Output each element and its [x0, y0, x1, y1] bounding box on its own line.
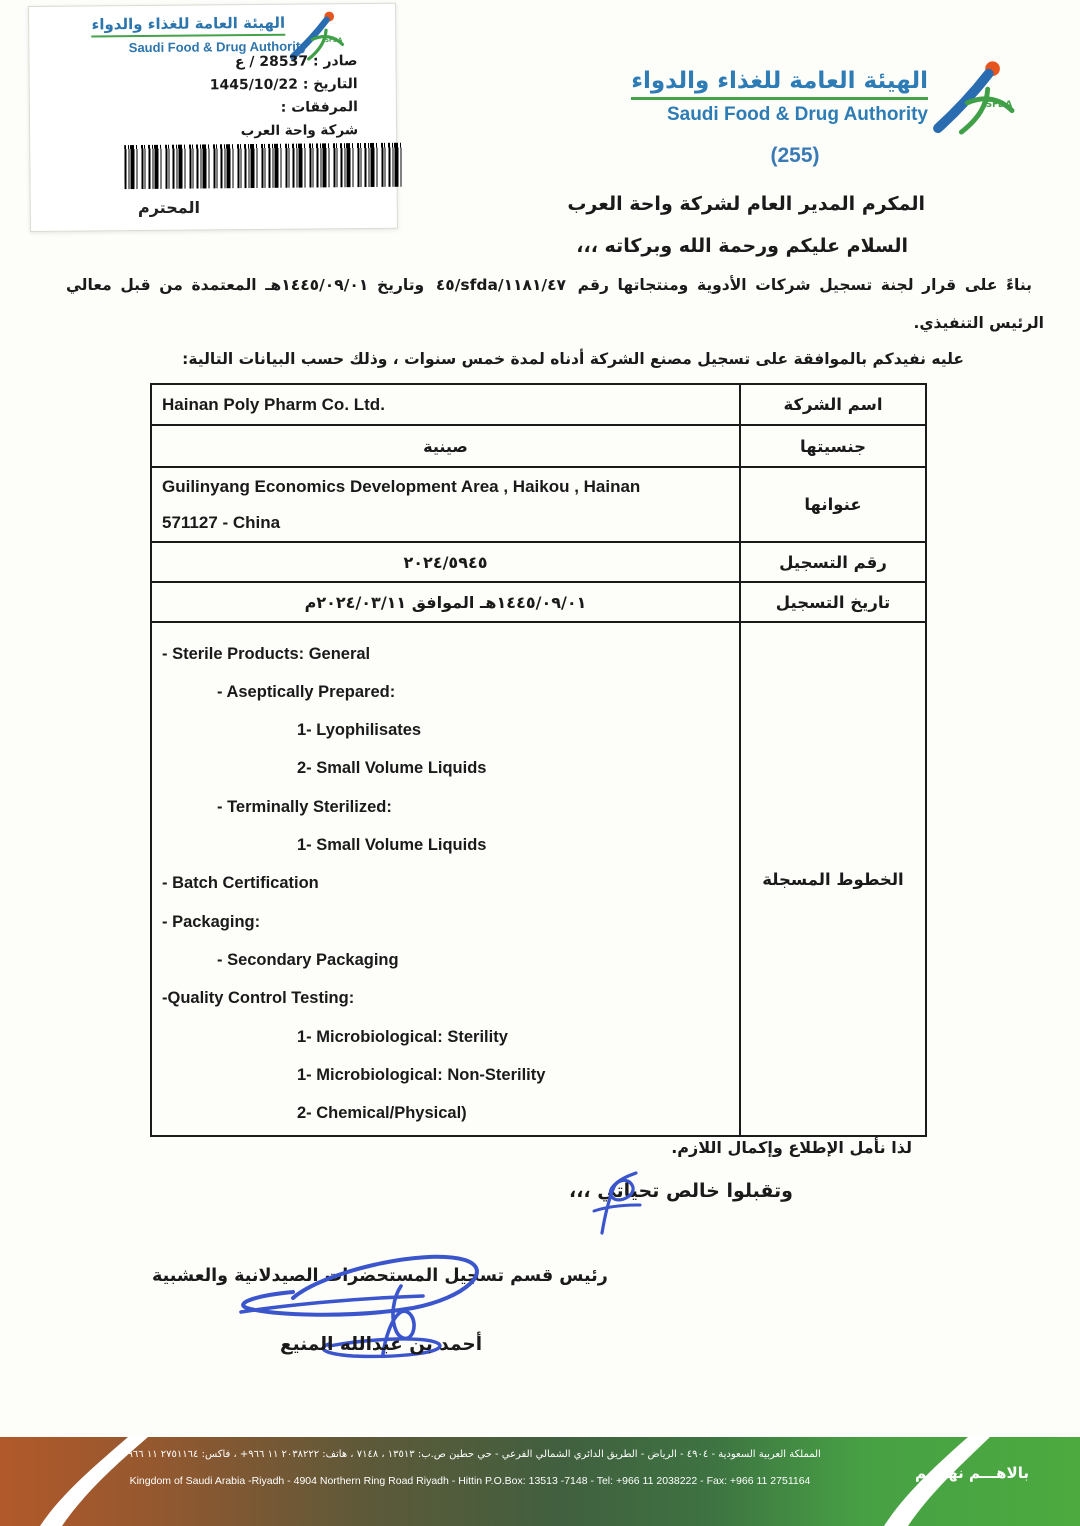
greeting-line: السلام عليكم ورحمة الله وبركاته ،،،: [576, 235, 908, 257]
row-label: رقم التسجيل: [740, 542, 926, 582]
table-row: [151, 622, 926, 1136]
company-name-value: Hainan Poly Pharm Co. Ltd.: [151, 384, 740, 425]
registration-number-value: ٢٠٢٤/٥٩٤٥: [151, 542, 740, 582]
registration-date-value: ١٤٤٥/٠٩/٠١هـ الموافق ٢٠٢٤/٠٣/١١م: [151, 582, 740, 622]
row-label: جنسيتها: [740, 425, 926, 467]
footer-band: [0, 1437, 1080, 1526]
body-paragraph: [66, 266, 1044, 342]
table-row: [151, 582, 926, 622]
stamp-logo-english: Saudi Food & Drug Authority: [128, 38, 308, 56]
row-label: تاريخ التسجيل: [740, 582, 926, 622]
registered-lines-value: [151, 622, 740, 1136]
address-line-1: Guilinyang Economics Development Area , Haikou , Hainan: [162, 476, 641, 496]
footer-address-arabic: المملكة العربية السعودية - ٤٩٠٤ - الرياض - الطريق الدائري الشمالي الفرعي - حي حطين ص.ب: ١٣٥١٣ ، ٧١٤٨ ، هاتف: ٢٠٣٨٢٢٢ ١١ ٩٦٦+ ، فاكس: ٢٧٥١١٦٤ ١١ ٩٦٦+: [119, 1449, 821, 1460]
received-stamp: [28, 3, 398, 232]
registered-line: 1- Small Volume Liquids: [297, 836, 487, 855]
registered-line: 1- Lyophilisates: [297, 721, 422, 740]
stamp-logo-arabic: الهيئة العامة للغذاء والدواء: [92, 14, 286, 38]
body-intro: بناءً على قرار لجنة تسجيل شركات الأدوية ومنتجاتها رقم: [569, 276, 1033, 294]
registered-line: - Batch Certification: [162, 874, 319, 893]
stamp-date: التاريخ : 1445/10/22: [209, 76, 358, 94]
svg-text:SFDA: SFDA: [985, 99, 1013, 110]
barcode: [124, 143, 402, 189]
row-label: اسم الشركة: [740, 384, 926, 425]
closing-regards-line: وتقبلوا خالص تحياتي ،،،: [568, 1180, 793, 1202]
document-number: (255): [770, 144, 820, 167]
registered-line: - Secondary Packaging: [217, 950, 399, 969]
registered-line: - Packaging:: [162, 912, 261, 931]
address-value: [151, 467, 740, 542]
nationality-value: صينية: [151, 425, 740, 467]
stamp-issued-number: صادر : 28537 / ع: [234, 53, 358, 71]
registered-line: 1- Microbiological: Non-Sterility: [297, 1065, 546, 1084]
registered-line: 2- Small Volume Liquids: [297, 759, 487, 778]
pen-initial-mark: [588, 1165, 650, 1237]
header-logo-arabic: الهيئة العامة للغذاء والدواء: [631, 68, 928, 100]
sfda-logo-icon: [932, 58, 1020, 136]
footer-address-english: Kingdom of Saudi Arabia -Riyadh - 4904 Northern Ring Road Riyadh - Hittin P.O.Box: 13513 -7148 - Tel: +966 11 2038222 - Fax: +966 11 2751164: [129, 1475, 811, 1487]
table-row: [151, 542, 926, 582]
table-row: [151, 384, 926, 425]
honorific-text: المحترم: [138, 198, 200, 217]
decision-reference: ٤٥/sfda/١١٨١/٤٧: [435, 276, 567, 294]
row-label: الخطوط المسجلة: [740, 622, 926, 1136]
registered-line: - Aseptically Prepared:: [217, 682, 396, 701]
registration-table: [150, 383, 927, 1137]
table-row: [151, 467, 926, 542]
footer-slogan: بالاهـــم نهتـــم: [914, 1464, 1029, 1482]
registered-line: -Quality Control Testing:: [162, 989, 355, 1008]
table-row: [151, 425, 926, 467]
stamp-company: شركة واحة العرب: [240, 122, 359, 140]
closing-request-line: لذا نأمل الإطلاع وإكمال اللازم.: [671, 1138, 912, 1157]
registered-line: 1- Microbiological: Sterility: [297, 1027, 508, 1046]
registered-line: - Sterile Products: General: [162, 644, 371, 663]
signatory-title: رئيس قسم تسجيل المستحضرات الصيدلانية والعشبية: [152, 1266, 608, 1286]
signatory-name: أحمد بن عبدالله المنيع: [280, 1334, 483, 1355]
registered-line: - Terminally Sterilized:: [217, 797, 392, 816]
row-label: عنوانها: [740, 467, 926, 542]
stamp-attachments: المرفقات :: [280, 99, 358, 116]
svg-text:SFDA: SFDA: [324, 37, 343, 44]
address-line-2: 571127 - China: [162, 512, 281, 532]
registered-line: 2- Chemical/Physical): [297, 1104, 467, 1123]
addressee-line: المكرم المدير العام لشركة واحة العرب: [567, 193, 925, 215]
approval-line: عليه نفيدكم بالموافقة على تسجيل مصنع الشركة أدناه لمدة خمس سنوات ، وذلك حسب البيانات التالية:: [182, 350, 964, 368]
body-after-ref: وتاريخ ١٤٤٥/٠٩/٠١هـ المعتمدة من قبل معالي الرئيس التنفيذي.: [66, 276, 1044, 332]
header-logo-english: Saudi Food & Drug Authority: [666, 104, 928, 125]
stamp-fields: [209, 50, 358, 143]
